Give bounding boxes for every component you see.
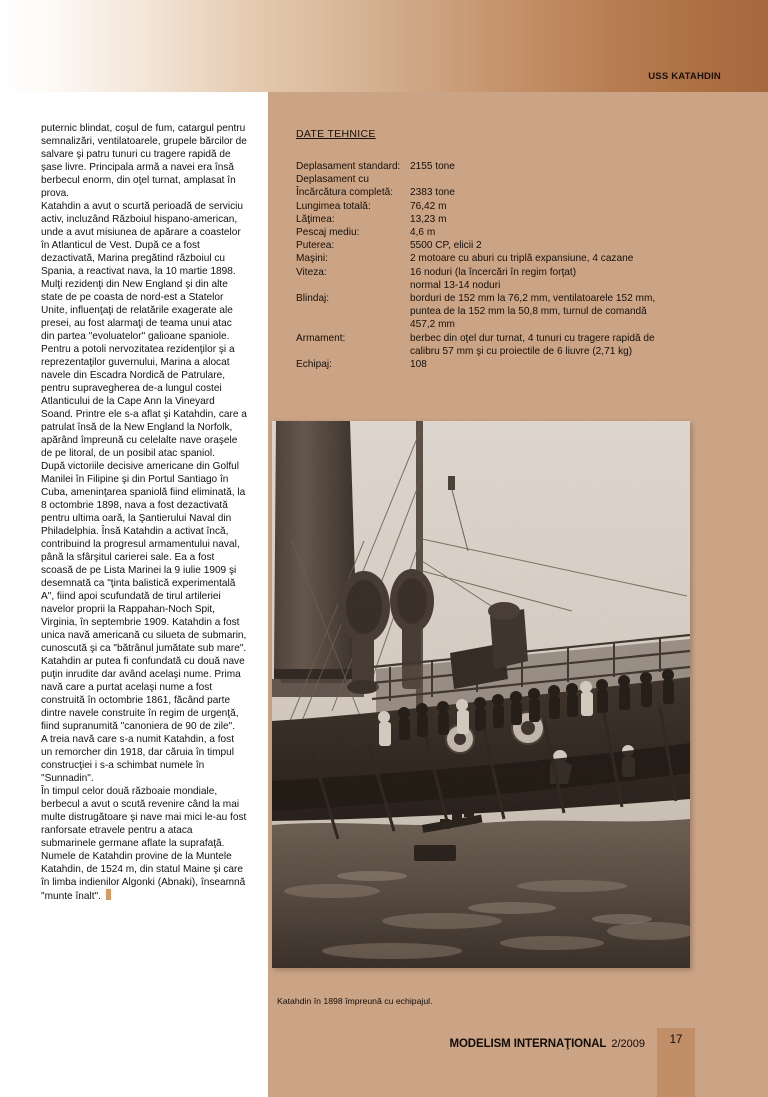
technical-data-value xyxy=(410,173,756,186)
technical-data-value-line: 2 motoare cu aburi cu triplă expansiune, 4 cazane xyxy=(410,253,634,265)
page-number-box xyxy=(657,1028,695,1097)
technical-data-row xyxy=(296,358,756,371)
technical-data-value-line: 16 noduri (la încercări în regim forţat) xyxy=(410,266,577,278)
technical-data-value-line: berbec din oţel dur turnat, 4 tunuri cu tragere rapidă de xyxy=(410,332,655,344)
footer-issue: 2/2009 xyxy=(611,1038,645,1050)
end-of-article-marker xyxy=(106,889,111,900)
article-paragraph: Mulţi rezidenţi din New England şi din alte state de pe coasta de nord-est a Statelor Unite, influenţaţi de relatările exagerate ale presei, au fost alarmaţi de teama unui atac din partea "evoluatelor" galioane spaniole. xyxy=(41,279,233,342)
technical-data-value-line: borduri de 152 mm la 76,2 mm, ventilatoarele 152 mm, xyxy=(410,293,656,305)
technical-data-label: Deplasament standard: xyxy=(296,161,401,172)
technical-data-value xyxy=(410,186,756,199)
technical-data-label: Deplasament cu xyxy=(296,174,369,186)
technical-data-value xyxy=(410,200,756,213)
article-text-column xyxy=(41,122,248,903)
technical-data-value xyxy=(410,292,756,332)
technical-data-row xyxy=(296,266,756,292)
page-header-band xyxy=(0,0,768,92)
article-paragraph: Numele de Katahdin provine de la Muntele Katahdin, de 1524 m, din statul Maine şi care în limba indienilor Algonki (Abnaki), înseamnă "munte înalt". xyxy=(41,851,246,902)
technical-data-value xyxy=(410,358,756,371)
technical-data-label: Pescaj mediu: xyxy=(296,227,360,239)
technical-data-row xyxy=(296,186,756,199)
technical-data-row xyxy=(296,213,756,226)
technical-data-value xyxy=(410,266,756,292)
technical-data-value xyxy=(410,239,756,252)
technical-data-value-line: 4,6 m xyxy=(410,227,436,239)
technical-data-table xyxy=(296,160,756,371)
article-paragraph: A treia navă care s-a numit Katahdin, a fost un remorcher din 1918, dar căruia în timpul construcţiei i s-a schimbat numele în "Sunnadin". xyxy=(41,734,235,784)
technical-data-row xyxy=(296,226,756,239)
technical-data-value xyxy=(410,332,756,358)
technical-data-row xyxy=(296,332,756,358)
technical-data-value-line: 2383 tone xyxy=(410,187,455,199)
page-title: USS KATAHDIN xyxy=(648,71,721,82)
technical-data-value-continuation: calibru 57 mm şi cu proiectile de 6 liuvre (2,71 kg) xyxy=(410,345,633,357)
article-paragraph: Katahdin a avut o scurtă perioadă de serviciu activ, incluzând Războiul hispano-american, unde a avut misiunea de apărare a coastelor în Atlanticul de Vest. După ce a fost dezactivată, Marina pregătind războiul cu Spania, a reactivat nava, la 10 martie 1898. xyxy=(41,201,243,277)
technical-data-value-line: 108 xyxy=(410,359,427,371)
technical-data-value-continuation: normal 13-14 noduri xyxy=(410,279,501,291)
technical-data-row xyxy=(296,292,756,332)
photograph-content xyxy=(272,421,690,968)
technical-data-row xyxy=(296,200,756,213)
page-number: 17 xyxy=(669,1034,683,1046)
technical-data-label: Lăţimea: xyxy=(296,213,335,225)
ship-photograph xyxy=(272,421,690,968)
article-paragraph: În timpul celor două războaie mondiale, berbecul a avut o scută revenire când la mai multe distrugătoare şi nave mai mici le-au fost ranforsate etravele pentru a ataca submarinele germane aflate la suprafaţă. xyxy=(41,786,247,849)
technical-data-row xyxy=(296,252,756,265)
article-paragraph: Katahdin ar putea fi confundată cu două nave puţin inrudite dar având acelaşi nume. Prima navă care a purtat acelaşi nume a fost construită în octombrie 1861, făcând parte dintre navele construite în regim de urgenţă, fiind supranumită "canoniera de 90 de zile". xyxy=(41,656,245,732)
technical-data-value-line: 13,23 m xyxy=(410,213,447,225)
photo-caption: Katahdin în 1898 împreună cu echipajul. xyxy=(277,996,433,1006)
footer-magazine-name: MODELISM INTERNAŢIONAL xyxy=(449,1038,607,1050)
article-paragraph: Pentru a potoli nervozitatea rezidenţilor şi a reprezentaţilor guvernului, Marina a alocat navele din Escadra Nordică de Patrulare, pentru supravegherea de-a lungul costei Atlanticului de la Cape Ann la Vineyard Soand. Printre ele s-a aflat şi Katahdin, care a patrulat însă de la New England la Norfolk, apărând împreună cu celelalte nave oraşele de pe litoral, de un posibil atac spaniol. xyxy=(41,344,247,459)
technical-data-value xyxy=(410,226,756,239)
technical-data-value-line: 2155 tone xyxy=(410,161,455,172)
technical-data-value-continuation: puntea de la 152 mm la 50,8 mm, turnul de comandă xyxy=(410,306,647,318)
technical-data-label: Blindaj: xyxy=(296,293,330,305)
technical-data-rows xyxy=(296,160,756,371)
technical-data-value-line: 5500 CP, elicii 2 xyxy=(410,240,482,252)
technical-data-label: Maşini: xyxy=(296,253,328,265)
technical-data-label: Lungimea totală: xyxy=(296,200,371,212)
technical-data-label: Viteza: xyxy=(296,266,327,278)
technical-data-label: Armament: xyxy=(296,332,346,344)
technical-data-value xyxy=(410,160,756,173)
technical-data-row xyxy=(296,173,756,186)
technical-data-block xyxy=(296,128,756,371)
technical-data-label: Încărcătura completă: xyxy=(296,187,394,199)
article-paragraph: După victoriile decisive americane din Golful Manilei în Filipine şi din Portul Santiago în Cuba, ameninţarea spaniolă fiind eliminată, la 8 octombrie 1898, nava a fost dezactivată pentru ultima oară, la Şantierului Naval din Philadelphia. Însă Katahdin a activat încă, contribuind la progresul armamentului naval, până la sfârşitul carierei sale. Ea a fost scoasă de pe Lista Marinei la 9 iulie 1909 şi desemnată ca "ţinta balistică experimentală A", fiind apoi scufundată de tirul artileriei navelor proprii la Rappahan-Noch Spit, Virginia, în septembrie 1909. Katahdin a fost unica navă americană cu silueta de submarin, cunoscută şi ca "bătrânul jumătate sub mare". xyxy=(41,461,247,654)
technical-data-value xyxy=(410,252,756,265)
technical-data-label: Puterea: xyxy=(296,240,335,252)
technical-data-heading: DATE TEHNICE xyxy=(296,128,376,140)
article-paragraph: puternic blindat, coşul de fum, catargul pentru semnalizări, ventilatoarele, grupele bărcilor de salvare şi patru tunuri cu tragere rapidă de şase livre. Principala armă a navei era însă berbecul enorm, din oţel turnat, amplasat în prova. xyxy=(41,123,247,199)
technical-data-row xyxy=(296,160,756,173)
technical-data-label: Echipaj: xyxy=(296,359,332,371)
technical-data-value xyxy=(410,213,756,226)
technical-data-row xyxy=(296,239,756,252)
footer xyxy=(449,1038,645,1050)
technical-data-value-continuation: 457,2 mm xyxy=(410,319,455,331)
photograph-illustration xyxy=(272,421,690,968)
technical-data-value-line: 76,42 m xyxy=(410,200,447,212)
